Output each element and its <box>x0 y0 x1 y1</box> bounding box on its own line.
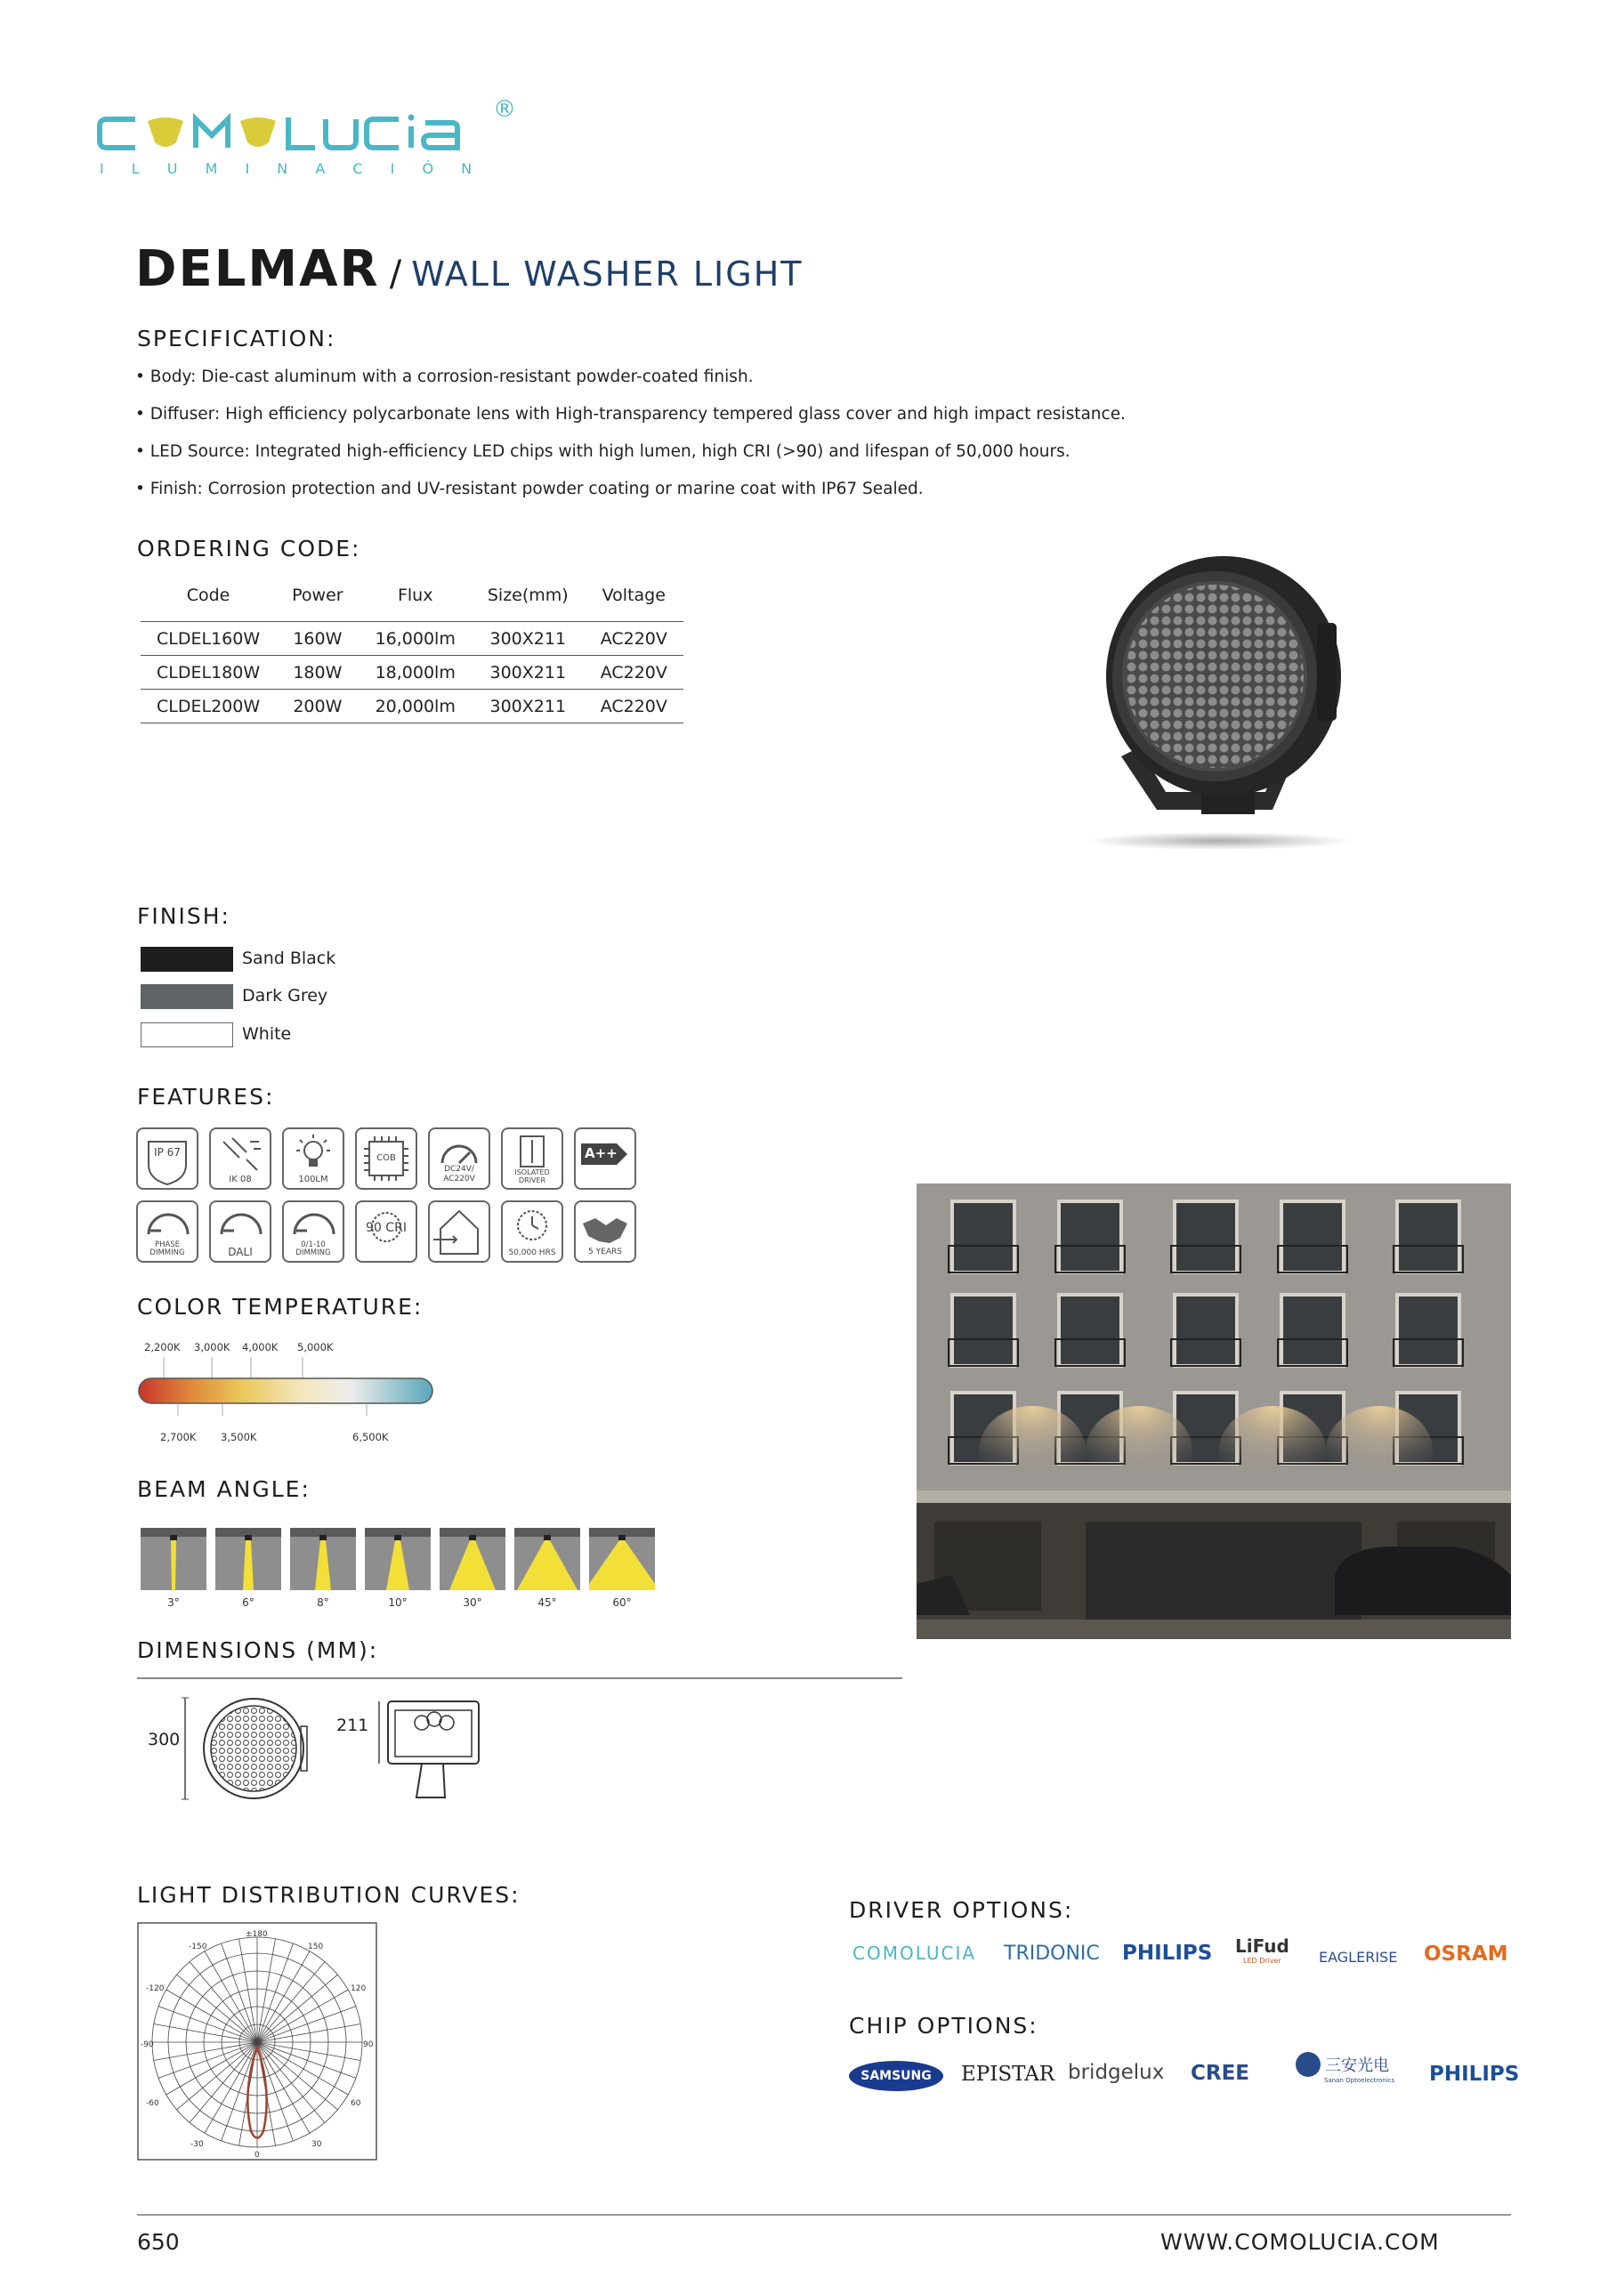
finish-label-sand-black: Sand Black <box>242 949 336 968</box>
beam-angle-label: 8° <box>317 1596 329 1609</box>
polar-label-neg120: -120 <box>146 1984 165 1993</box>
polar-distribution-chart <box>137 1922 377 2161</box>
finish-label-dark-grey: Dark Grey <box>242 986 328 1006</box>
color-temperature-heading: COLOR TEMPERATURE: <box>137 1294 424 1320</box>
cri-icon: 90 CRI <box>355 1200 417 1263</box>
polar-label-90: 90 <box>363 2040 374 2049</box>
driver-brand-lifud: LiFud LED Driver <box>1235 1935 1289 1965</box>
col-size: Size(mm) <box>472 570 585 622</box>
cell-code: CLDEL200W <box>141 690 276 723</box>
product-type: WALL WASHER LIGHT <box>411 254 804 294</box>
spec-line-finish: • Finish: Corrosion protection and UV-resistant powder coating or marine coat with IP67 Sealed. <box>135 480 924 498</box>
dimension-diameter: 300 <box>148 1730 181 1749</box>
specification-heading: SPECIFICATION: <box>137 326 336 351</box>
chip-brand-philips: PHILIPS <box>1429 2063 1520 2086</box>
driver-brand-comolucia: COMOLUCIA <box>852 1943 977 1964</box>
ordering-heading: ORDERING CODE: <box>137 536 361 561</box>
finish-heading: FINISH: <box>137 903 230 929</box>
cell-voltage: AC220V <box>585 656 683 690</box>
website-link[interactable]: WWW.COMOLUCIA.COM <box>1160 2229 1440 2255</box>
beam-angle-diagram <box>440 1528 505 1590</box>
cell-size: 300X211 <box>472 622 585 656</box>
brand-logo <box>96 96 523 194</box>
ct-label-2700: 2,700K <box>160 1431 197 1443</box>
cell-size: 300X211 <box>472 690 585 723</box>
driver-brand-tridonic: TRIDONIC <box>1004 1943 1100 1965</box>
cell-power: 180W <box>276 656 359 690</box>
ct-label-3500: 3,500K <box>221 1431 257 1443</box>
chip-brand-cree: CREE <box>1191 2062 1250 2085</box>
beam-angle-label: 60° <box>612 1596 632 1609</box>
chip-brand-bridgelux: bridgelux <box>1068 2061 1165 2084</box>
polar-label-180: ±180 <box>246 1930 268 1939</box>
warranty-handshake-icon: 5 YEARS <box>574 1200 636 1263</box>
ik08-icon: IK 08 <box>209 1127 271 1190</box>
chip-brand-epistar: EPISTAR <box>961 2063 1055 2086</box>
model-name: DELMAR <box>135 240 380 298</box>
side-view-drawing <box>372 1691 488 1806</box>
swatch-white <box>141 1022 233 1047</box>
dimensions-heading: DIMENSIONS (MM): <box>137 1637 379 1663</box>
spec-line-led: • LED Source: Integrated high-efficiency LED chips with high lumen, high CRI (>90) and lifespan of 50,000 hours. <box>135 442 1071 461</box>
front-view-drawing <box>178 1691 311 1806</box>
table-row <box>141 622 683 656</box>
application-photo <box>917 1183 1511 1639</box>
ct-label-5000: 5,000K <box>297 1341 334 1353</box>
voltage-icon: DC24V/ AC220V <box>428 1127 490 1190</box>
table-row <box>141 656 683 690</box>
polar-label-neg60: -60 <box>146 2099 159 2108</box>
logo-tagline: I L U M I N A C I Ó N <box>100 160 484 177</box>
cell-voltage: AC220V <box>585 622 683 656</box>
cob-chip-icon: COB <box>355 1127 417 1190</box>
spec-line-body: • Body: Die-cast aluminum with a corrosion-resistant powder-coated finish. <box>135 368 754 386</box>
col-power: Power <box>276 570 359 622</box>
driver-brand-eaglerise: EAGLERISE <box>1319 1949 1398 1966</box>
0-10-dimming-icon: 0/1-10 DIMMING <box>282 1200 344 1263</box>
polar-label-neg30: -30 <box>190 2140 204 2149</box>
beam-angle-label: 6° <box>242 1596 255 1609</box>
col-code: Code <box>141 570 276 622</box>
page-title <box>135 240 803 298</box>
cell-flux: 18,000lm <box>360 656 472 690</box>
chip-brand-sanan: 三安光电 Sanan Optoelectronics <box>1296 2052 1394 2084</box>
beam-angle-label: 10° <box>388 1596 408 1609</box>
beam-angle-diagram <box>215 1528 281 1590</box>
logo-mark-icon <box>96 96 523 194</box>
driver-options-heading: DRIVER OPTIONS: <box>849 1897 1074 1923</box>
isolated-driver-icon: ISOLATED DRIVER <box>501 1127 563 1190</box>
cell-voltage: AC220V <box>585 690 683 723</box>
swatch-sand-black <box>141 947 233 972</box>
ct-label-6500: 6,500K <box>352 1431 389 1443</box>
driver-brand-osram: OSRAM <box>1424 1943 1508 1966</box>
beam-angle-heading: BEAM ANGLE: <box>137 1476 311 1502</box>
polar-label-neg150: -150 <box>189 1943 207 1951</box>
driver-brand-philips: PHILIPS <box>1122 1942 1213 1965</box>
beam-angle-diagram <box>290 1528 356 1590</box>
polar-label-neg90: -90 <box>141 2040 154 2049</box>
col-flux: Flux <box>360 570 472 622</box>
lumen-icon: 100LM <box>282 1127 344 1190</box>
footer-rule <box>137 2214 1511 2216</box>
beam-angle-label: 3° <box>167 1596 180 1609</box>
sanan-logo-icon <box>1296 2052 1321 2077</box>
ordering-table <box>141 570 683 723</box>
energy-rating-icon: A++ <box>574 1127 636 1190</box>
swatch-dark-grey <box>141 984 233 1009</box>
polar-label-60: 60 <box>351 2099 361 2108</box>
polar-label-30: 30 <box>311 2140 322 2149</box>
beam-angle-diagram <box>365 1528 431 1590</box>
ct-label-4000: 4,000K <box>242 1341 279 1353</box>
beam-angle-label: 45° <box>537 1596 557 1609</box>
cell-flux: 20,000lm <box>360 690 472 723</box>
spec-line-diffuser: • Diffuser: High efficiency polycarbonate lens with High-transparency tempered glass cover and high impact resistance. <box>135 405 1126 424</box>
ip67-icon: IP 67 <box>136 1127 198 1190</box>
dimensions-rule <box>137 1677 902 1679</box>
cell-code: CLDEL180W <box>141 656 276 690</box>
beam-angle-label: 30° <box>463 1596 482 1609</box>
registered-mark: ® <box>493 96 516 123</box>
polar-label-0: 0 <box>255 2151 260 2160</box>
chip-brand-samsung: SAMSUNG <box>849 2061 943 2091</box>
cell-code: CLDEL160W <box>141 622 276 656</box>
cell-size: 300X211 <box>472 656 585 690</box>
cell-power: 160W <box>276 622 359 656</box>
cell-power: 200W <box>276 690 359 723</box>
beam-angle-diagram <box>589 1528 655 1590</box>
title-separator: / <box>389 254 402 295</box>
polar-label-150: 150 <box>308 1943 324 1951</box>
color-temperature-bar <box>137 1357 440 1419</box>
dali-icon: DALI <box>209 1200 271 1263</box>
beam-angle-diagram <box>141 1528 206 1590</box>
phase-dimming-icon: PHASE DIMMING <box>136 1200 198 1263</box>
floodlight-icon <box>1068 534 1353 854</box>
table-header-row <box>141 570 683 622</box>
dimension-height: 211 <box>336 1716 369 1735</box>
cell-flux: 16,000lm <box>360 622 472 656</box>
page-number: 650 <box>137 2229 180 2255</box>
light-distribution-heading: LIGHT DISTRIBUTION CURVES: <box>137 1882 521 1908</box>
polar-label-120: 120 <box>351 1984 367 1993</box>
ct-label-3000: 3,000K <box>194 1341 230 1353</box>
beam-angle-diagram <box>514 1528 580 1590</box>
features-heading: FEATURES: <box>137 1084 275 1110</box>
ct-label-2200: 2,200K <box>144 1341 181 1353</box>
chip-options-heading: CHIP OPTIONS: <box>849 2013 1038 2039</box>
lifespan-icon: 50,000 HRS <box>501 1200 563 1263</box>
finish-label-white: White <box>242 1024 292 1044</box>
table-row <box>141 690 683 723</box>
indoor-house-icon <box>428 1200 490 1263</box>
product-photo <box>1068 534 1353 854</box>
col-voltage: Voltage <box>585 570 683 622</box>
